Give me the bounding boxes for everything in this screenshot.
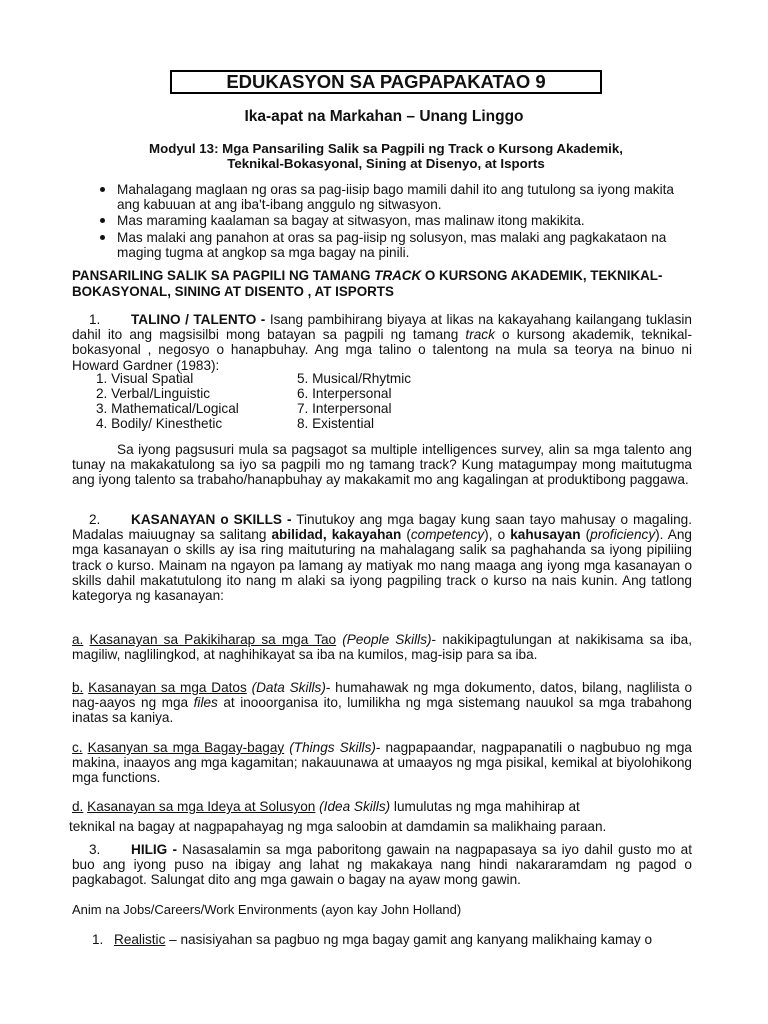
realistic-number: 1. xyxy=(92,932,104,947)
skill-files: files xyxy=(193,695,218,711)
skill-letter: c. xyxy=(72,740,83,755)
skill-name: Kasanayan sa mga Ideya at Solusyon xyxy=(87,799,316,814)
section-heading-track: TRACK xyxy=(374,268,422,283)
skill-letter: a. xyxy=(72,632,84,647)
hilig-number: 3. xyxy=(89,842,101,857)
skill-desc: - humahawak ng mga dokumento, datos, bilang, naglilista o nag-aayos ng mga xyxy=(72,680,693,711)
intelligence-item: 7. Interpersonal xyxy=(297,401,392,416)
realistic-term: Realistic xyxy=(114,932,166,947)
hilig-paragraph xyxy=(72,842,692,888)
module-line-2: Teknikal-Bokasyonal, Sining at Disenyo, at Isports xyxy=(227,156,545,172)
kasanayan-competency: competency xyxy=(410,527,485,543)
skill-item-data xyxy=(72,680,692,726)
kasanayan-proficiency: proficiency xyxy=(590,527,656,543)
skill-name: Kasanayan sa Pakikiharap sa mga Tao xyxy=(89,632,337,647)
kasanayan-paren: ( xyxy=(401,527,411,543)
section-heading-part1: PANSARILING SALIK SA PAGPILI NG TAMANG xyxy=(72,268,375,283)
talino-paragraph xyxy=(72,312,692,373)
skill-desc-2: at inooorganisa ito, lumilikha ng mga sistemang nauukol sa mga trabahong inatas sa kaniya. xyxy=(72,695,692,726)
kasanayan-text-1: Tinutukoy ang mga bagay kung saan tayo mahusay o magaling. Madalas maiuugnay sa salitang xyxy=(72,512,692,543)
skill-name: Kasanyan sa mga Bagay-bagay xyxy=(87,740,285,755)
document-title: EDUKASYON SA PAGPAPAKATAO 9 xyxy=(170,70,602,94)
realistic-item xyxy=(92,932,702,947)
kasanayan-number: 2. xyxy=(89,512,101,527)
intelligence-item: 1. Visual Spatial xyxy=(96,371,194,386)
kasanayan-paragraph xyxy=(72,512,692,603)
holland-line: Anim na Jobs/Careers/Work Environments (ayon kay John Holland) xyxy=(72,902,462,917)
intelligence-item: 8. Existential xyxy=(297,416,375,431)
intelligence-item: 3. Mathematical/Logical xyxy=(96,401,239,416)
skill-letter: d. xyxy=(72,799,84,814)
talino-text-1: Isang pambihirang biyaya at likas na kakayahang kailangang tuklasin dahil ito ang magsisilbi mong batayan sa pagpili ng tamang xyxy=(72,312,692,343)
skill-desc: - nakikipagtulungan at nakikisama sa iba, magiliw, naglilingkod, at naghihikayat sa iba na kumilos, mag-isip para sa iba. xyxy=(72,632,692,663)
intelligence-item: 5. Musical/Rhytmic xyxy=(297,371,412,386)
talino-followup-paragraph xyxy=(72,442,692,488)
skill-item-people xyxy=(72,632,692,662)
module-line-1: Modyul 13: Mga Pansariling Salik sa Pagpili ng Track o Kursong Akademik, xyxy=(149,141,623,156)
talino-number: 1. xyxy=(89,312,101,327)
bullet-item: Mas malaki ang panahon at oras sa pag-iisip ng solusyon, mas malaki ang pagkakataon na maging tugma at angkop sa mga bagay na pinili. xyxy=(98,230,698,260)
section-heading-part2: O KURSONG AKADEMIK, TEKNIKAL-BOKASYONAL, SINING AT DISENTO , AT ISPORTS xyxy=(72,268,663,299)
talino-track-word: track xyxy=(465,327,495,343)
hilig-text: Nasasalamin sa mga paboritong gawain na nagpapasaya sa iyo dahil gusto mo at buo ang iyong puso na ibigay ang lahat ng makakaya nang hindi nakararamdam ng pagod o pagkabagot. Salungat dito ang mga gawain o bagay na ayaw mong gawin. xyxy=(72,842,692,888)
section-heading xyxy=(72,268,702,300)
bullet-item: Mahalagang maglaan ng oras sa pag-iisip bago mamili dahil ito ang tutulong sa iyong makita ang kabuuan at ang iba't-ibang anggulo ng sitwasyon. xyxy=(98,182,698,212)
skill-english: (Data Skills) xyxy=(251,680,326,695)
kasanayan-mid: ), o xyxy=(484,527,511,543)
hilig-term: HILIG - xyxy=(131,842,177,857)
intelligence-item: 4. Bodily/ Kinesthetic xyxy=(96,416,223,431)
talino-term: TALINO / TALENTO - xyxy=(131,312,266,327)
intelligences-right-column xyxy=(297,371,411,431)
realistic-text: – nasisiyahan sa pagbuo ng mga bagay gamit ang kanyang malikhaing kamay o xyxy=(165,932,653,947)
skill-item-idea-line-2: teknikal na bagay at nagpapahayag ng mga saloobin at damdamin sa malikhaing paraan. xyxy=(69,819,607,834)
skill-english: (Things Skills) xyxy=(289,740,376,755)
skill-english: (People Skills) xyxy=(342,632,432,647)
kasanayan-term: KASANAYAN o SKILLS - xyxy=(131,512,292,527)
skill-desc: lumulutas ng mga mahihirap at xyxy=(390,799,580,814)
talino-text-2: o kursong akademik, teknikal- bokasyonal , negosyo o hanapbuhay. Ang mga talino o talentong na mula sa teorya na binuo ni Howard Gardner (1983): xyxy=(72,327,692,373)
intro-bullet-list xyxy=(98,182,698,261)
skill-name: Kasanayan sa mga Datos xyxy=(88,680,247,695)
intelligence-item: 2. Verbal/Linguistic xyxy=(96,386,211,401)
kasanayan-kahusayan: kahusayan xyxy=(510,527,581,543)
document-subtitle: Ika-apat na Markahan – Unang Linggo xyxy=(244,108,524,125)
intelligences-left-column xyxy=(96,371,239,431)
intelligence-item: 6. Interpersonal xyxy=(297,386,392,401)
kasanayan-text-2: ). Ang mga kasanayan o skills ay isa ring maituturing na mahalagang salik sa paghahanda sa iyong pipiliing track o kurso. Mainam na ngayon pa lamang ay matiyak mo nang maaga ang iyong mga kasanayan o skills dahil makatutulong ito nang m alaki sa iyong pagpiling track o kurso na nais kunin. Ang tatlong kategorya ng kasanayan: xyxy=(72,527,692,604)
module-heading xyxy=(80,141,692,172)
kasanayan-paren-2: ( xyxy=(580,527,591,543)
skill-item-idea xyxy=(72,799,692,814)
kasanayan-abilidad: abilidad, kakayahan xyxy=(271,527,402,543)
skill-letter: b. xyxy=(72,680,84,695)
bullet-item: Mas maraming kaalaman sa bagay at sitwasyon, mas malinaw itong makikita. xyxy=(98,213,698,228)
skill-desc: - nagpapaandar, nagpapanatili o nagbubuo ng mga makina, inaayos ang mga kagamitan; nakauunawa at umaayos ng mga pisikal, kemikal at biyolohikong mga functions. xyxy=(72,740,692,786)
skill-english: (Idea Skills) xyxy=(319,799,391,814)
skill-item-things xyxy=(72,740,692,786)
talino-followup-text: Sa iyong pagsusuri mula sa pagsagot sa multiple intelligences survey, alin sa mga talento ang tunay na makakatulong sa iyo sa pagpili mo ng tamang track? Kung matagumpay mong maitutugma ang iyong talento sa trabaho/hanapbuhay ay makakamit mo ang kagalingan at produktibong paggawa. xyxy=(72,442,692,488)
